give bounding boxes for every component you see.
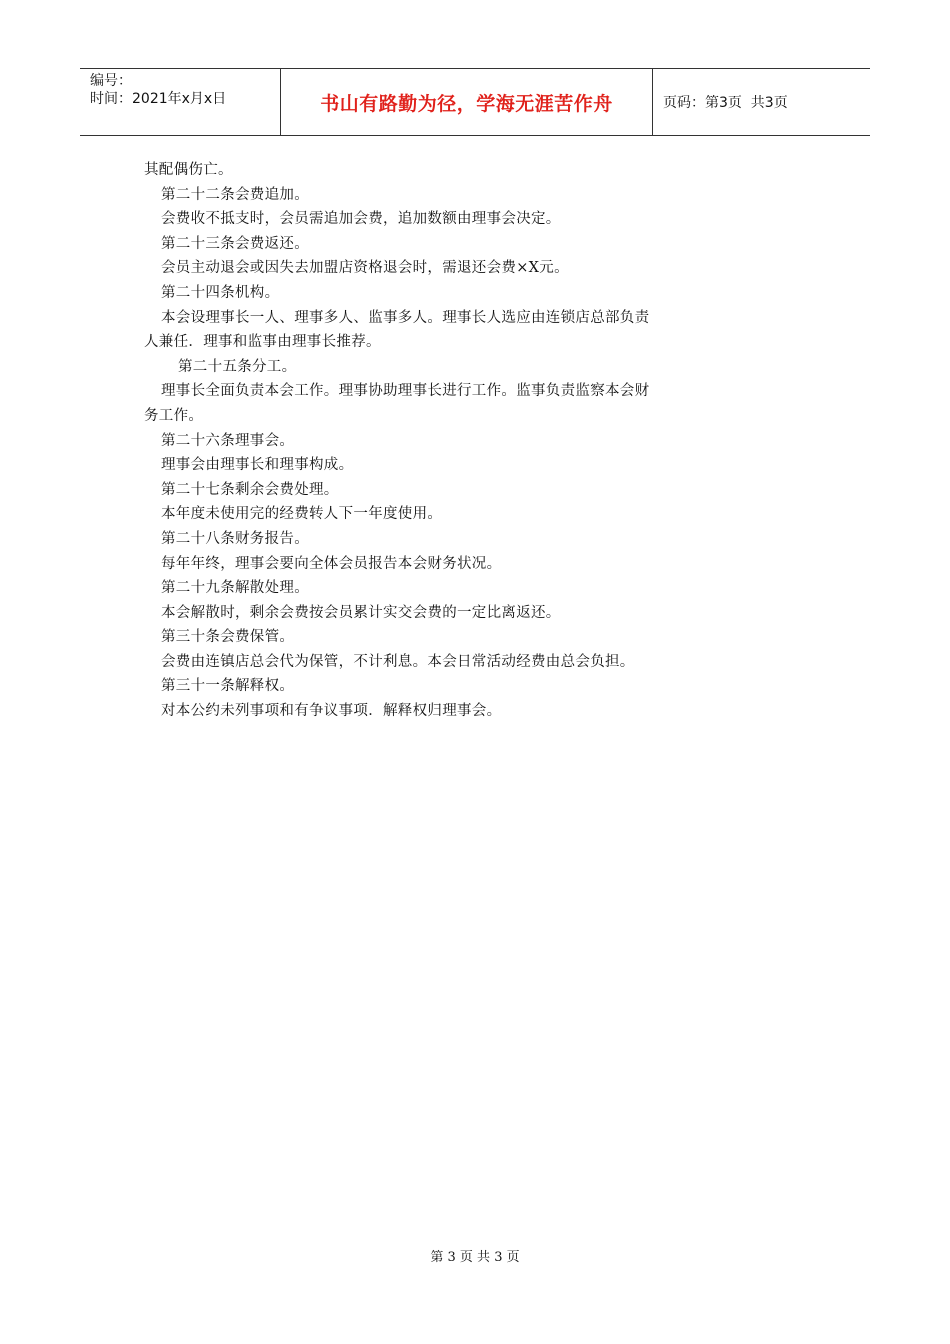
body-line: 会费由连镇店总会代为保管，不计利息。本会日常活动经费由总会负担。 xyxy=(161,653,635,670)
document-number-label: 编号： xyxy=(90,73,132,89)
document-body xyxy=(144,158,744,724)
body-line: 会员主动退会或因失去加盟店资格退会时，需退还会费×X元。 xyxy=(161,260,569,277)
document-time-label: 时间：2021年x月x日 xyxy=(90,91,227,107)
body-line: 本会设理事长一人、理事多人、监事多人。理事长人选应由连锁店总部负责 xyxy=(161,309,650,326)
article-heading: 第二十六条理事会。 xyxy=(161,432,295,449)
article-heading: 第三十一条解释权。 xyxy=(161,678,295,695)
article-heading: 第二十九条解散处理。 xyxy=(161,580,309,597)
body-line: 本年度未使用完的经费转人下一年度使用。 xyxy=(161,506,443,523)
header-meta xyxy=(80,69,281,135)
header-motto: 书山有路勤为径，学海无涯苦作舟 xyxy=(320,92,613,115)
body-line: 人兼任．理事和监事由理事长推荐。 xyxy=(144,334,381,351)
article-heading: 第二十二条会费追加。 xyxy=(161,186,309,203)
body-line: 理事长全面负责本会工作。理事协助理事长进行工作。监事负责监察本会财 xyxy=(161,383,650,400)
header-page-info xyxy=(663,92,788,112)
body-line: 本会解散时，剩余会费按会员累计实交会费的一定比离返还。 xyxy=(161,604,561,621)
body-line: 理事会由理事长和理事构成。 xyxy=(161,457,354,474)
article-heading: 第二十三条会费返还。 xyxy=(161,235,309,252)
body-line: 务工作。 xyxy=(144,407,204,424)
article-heading: 第二十四条机构。 xyxy=(161,284,280,301)
header-page-label: 页码：第3页 共3页 xyxy=(663,95,788,111)
body-line: 其配偶伤亡。 xyxy=(144,162,233,178)
article-heading: 第三十条会费保管。 xyxy=(161,629,295,646)
header-motto-cell xyxy=(281,69,653,135)
page-footer xyxy=(0,1246,950,1265)
body-line: 会费收不抵支时，会员需追加会费，追加数额由理事会决定。 xyxy=(161,211,561,228)
article-heading: 第二十八条财务报告。 xyxy=(161,530,309,547)
header-page-cell xyxy=(653,69,870,135)
body-line: 每年年终，理事会要向全体会员报告本会财务状况。 xyxy=(161,555,502,572)
body-line: 对本公约未列事项和有争议事项．解释权归理事会。 xyxy=(161,703,502,720)
article-heading: 第二十五条分工。 xyxy=(178,358,297,375)
document-header xyxy=(80,68,870,136)
article-heading: 第二十七条剩余会费处理。 xyxy=(161,481,339,498)
footer-page-number: 第 3 页 共 3 页 xyxy=(430,1250,520,1265)
